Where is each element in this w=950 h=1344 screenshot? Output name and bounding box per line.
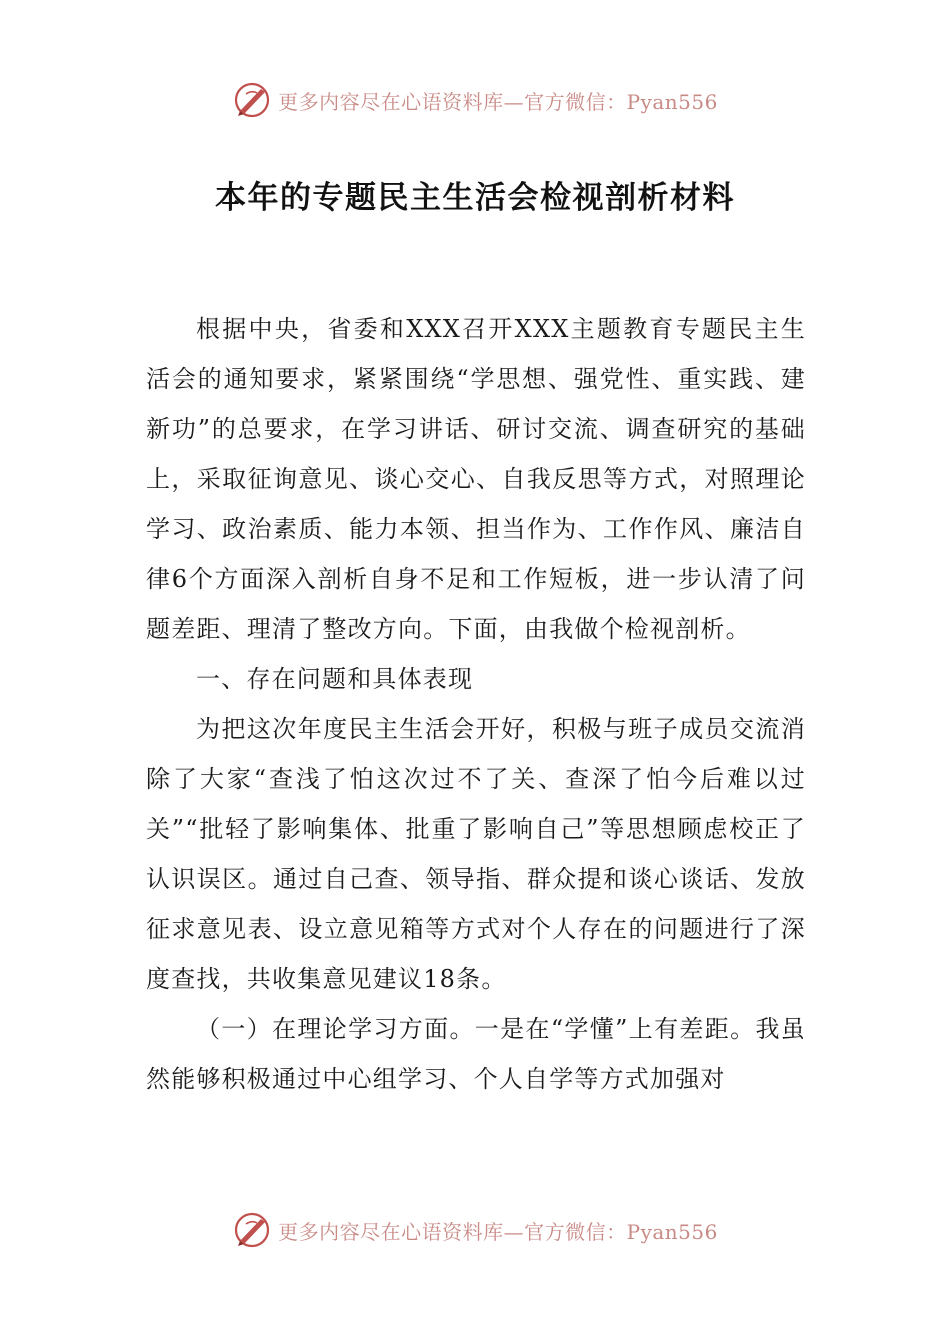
section-heading: 一、存在问题和具体表现 — [196, 665, 474, 693]
pen-logo-icon — [232, 80, 272, 120]
watermark-text: 更多内容尽在心语资料库—官方微信：Pyan556 — [278, 89, 718, 114]
watermark-footer — [0, 1208, 950, 1252]
document-body — [146, 304, 806, 1104]
watermark-text: 更多内容尽在心语资料库—官方微信：Pyan556 — [278, 1219, 718, 1244]
pen-logo-icon — [232, 1210, 272, 1250]
body-paragraph: 为把这次年度民主生活会开好，积极与班子成员交流消除了大家“查浅了怕这次过不了关、查深了怕今后难以过关”“批轻了影响集体、批重了影响自己”等思想顾虑校正了认识误区。通过自己查、领导指、群众提和谈心谈话、发放征求意见表、设立意见箱等方式对个人存在的问题进行了深度查找，共收集意见建议18条。 — [146, 715, 806, 993]
subsection-paragraph: （一）在理论学习方面。一是在“学懂”上有差距。我虽然能够积极通过中心组学习、个人自学等方式加强对 — [146, 1015, 806, 1093]
intro-paragraph: 根据中央，省委和XXX召开XXX主题教育专题民主生活会的通知要求，紧紧围绕“学思想、强党性、重实践、建新功”的总要求，在学习讲话、研讨交流、调查研究的基础上，采取征询意见、谈心交心、自我反思等方式，对照理论学习、政治素质、能力本领、担当作为、工作作风、廉洁自律6个方面深入剖析自身不足和工作短板，进一步认清了问题差距、理清了整改方向。下面，由我做个检视剖析。 — [146, 315, 806, 643]
watermark-header — [0, 78, 950, 122]
document-title: 本年的专题民主生活会检视剖析材料 — [215, 180, 735, 216]
